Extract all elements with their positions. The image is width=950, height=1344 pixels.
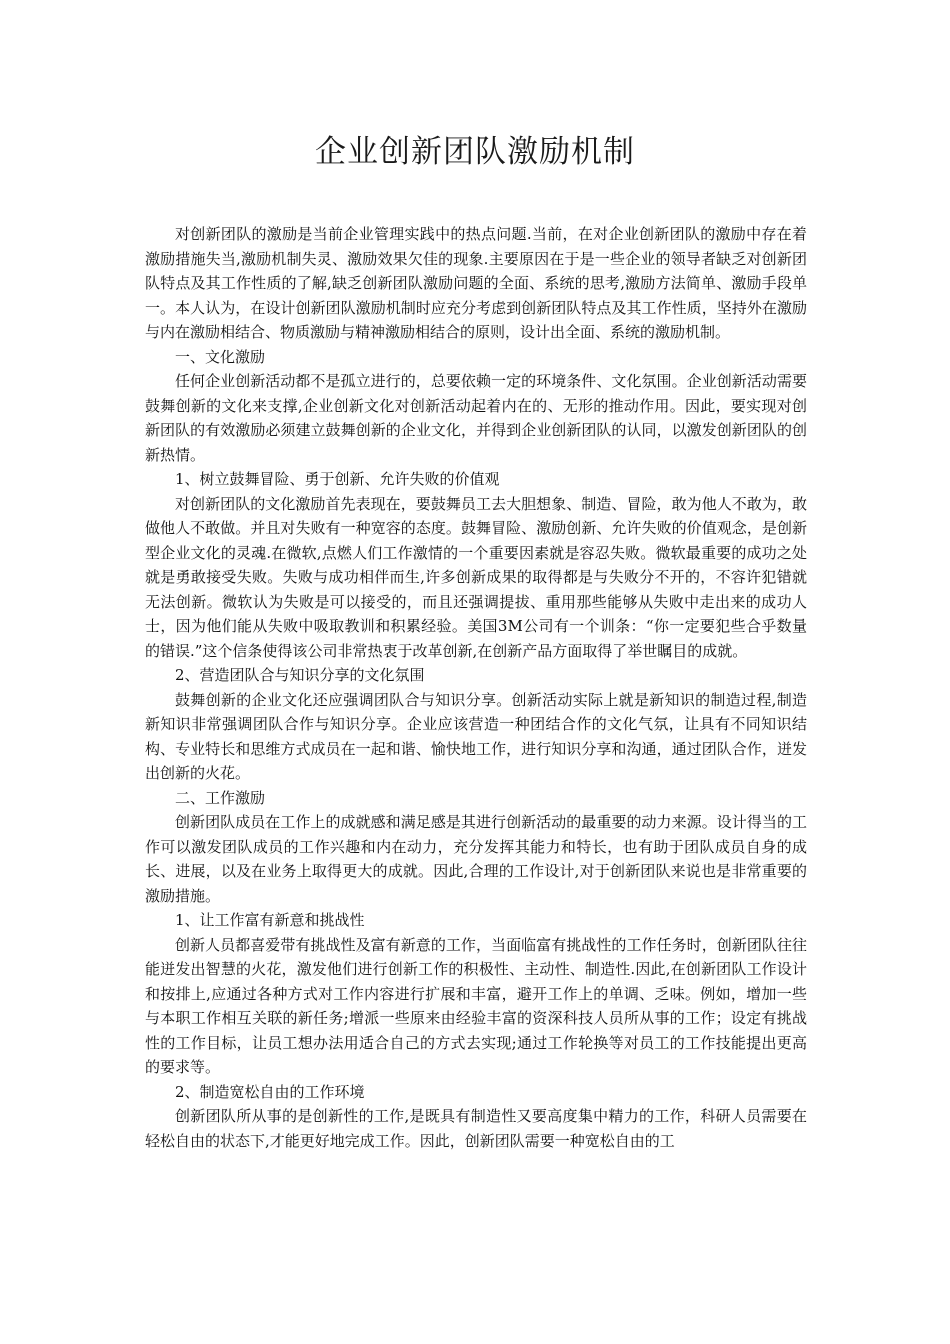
subsection-heading: 2、制造宽松自由的工作环境	[175, 1082, 365, 1101]
paragraph: 创新团队成员在工作上的成就感和满足感是其进行创新活动的最重要的动力来源。设计得当的工作可以激发团队成员的工作兴趣和内在动力，充分发挥其能力和特长，也有助于团队成员自身的成长、进展，以及在业务上取得更大的成就。因此,合理的工作设计,对于创新团队来说也是非常重要的激励措施。	[145, 813, 807, 905]
section-heading-culture: 一、文化激励	[175, 347, 266, 366]
subsection-heading: 2、营造团队合与知识分享的文化氛围	[175, 666, 425, 684]
document-body	[145, 222, 807, 1153]
subsection-heading: 1、让工作富有新意和挑战性	[175, 911, 365, 929]
document-title: 企业创新团队激励机制	[315, 134, 635, 170]
paragraph: 鼓舞创新的企业文化还应强调团队合与知识分享。创新活动实际上就是新知识的制造过程,制造新知识非常强调团队合作与知识分享。企业应该营造一种团结合作的文化气氛，让具有不同知识结构、专业特长和思维方式成员在一起和谐、愉快地工作，进行知识分享和沟通，通过团队合作，迸发出创新的火花。	[145, 690, 807, 782]
paragraph: 创新人员都喜爱带有挑战性及富有新意的工作，当面临富有挑战性的工作任务时，创新团队往往能迸发出智慧的火花，激发他们进行创新工作的积极性、主动性、制造性.因此,在创新团队工作设计和按排上,应通过各种方式对工作内容进行扩展和丰富，避开工作上的单调、乏味。例如，增加一些与本职工作相互关联的新任务;增派一些原来由经验丰富的资深科技人员所从事的工作；设定有挑战性的工作目标，让员工想办法用适合自己的方式去实现;通过工作轮换等对员工的工作技能提出更高的要求等。	[145, 935, 807, 1076]
section-heading-work: 二、工作激励	[175, 788, 266, 807]
paragraph: 任何企业创新活动都不是孤立进行的，总要依赖一定的环境条件、文化氛围。企业创新活动需要鼓舞创新的文化来支撑,企业创新文化对创新活动起着内在的、无形的推动作用。因此，要实现对创新团队的有效激励必须建立鼓舞创新的企业文化，并得到企业创新团队的认同，以激发创新团队的创新热情。	[145, 372, 807, 464]
paragraph-intro: 对创新团队的激励是当前企业管理实践中的热点问题.当前，在对企业创新团队的激励中存在着激励措施失当,激励机制失灵、激励效果欠佳的现象.主要原因在于是一些企业的领导者缺乏对创新团队特点及其工作性质的了解,缺乏创新团队激励问题的全面、系统的思考,激励方法简单、激励手段单一。本人认为，在设计创新团队激励机制时应充分考虑到创新团队特点及其工作性质，坚持外在激励与内在激励相结合、物质激励与精神激励相结合的原则，设计出全面、系统的激励机制。	[145, 225, 807, 341]
paragraph: 创新团队所从事的是创新性的工作,是既具有制造性又要高度集中精力的工作，科研人员需要在轻松自由的状态下,才能更好地完成工作。因此，创新团队需要一种宽松自由的工	[145, 1107, 807, 1150]
paragraph: 对创新团队的文化激励首先表现在，要鼓舞员工去大胆想象、制造、冒险，敢为他人不敢为，敢做他人不敢做。并且对失败有一种宽容的态度。鼓舞冒险、激励创新、允许失败的价值观念，是创新型企业文化的灵魂.在微软,点燃人们工作激情的一个重要因素就是容忍失败。微软最重要的成功之处就是勇敢接受失败。失败与成功相伴而生,许多创新成果的取得都是与失败分不开的，不容许犯错就无法创新。微软认为失败是可以接受的，而且还强调提拔、重用那些能够从失败中走出来的成功人士，因为他们能从失败中吸取教训和积累经验。美国3M公司有一个训条：“你一定要犯些合乎数量的错误.”这个信条使得该公司非常热衷于改革创新,在创新产品方面取得了举世瞩目的成就。	[145, 494, 807, 660]
subsection-heading: 1、树立鼓舞冒险、勇于创新、允许失败的价值观	[175, 470, 500, 488]
